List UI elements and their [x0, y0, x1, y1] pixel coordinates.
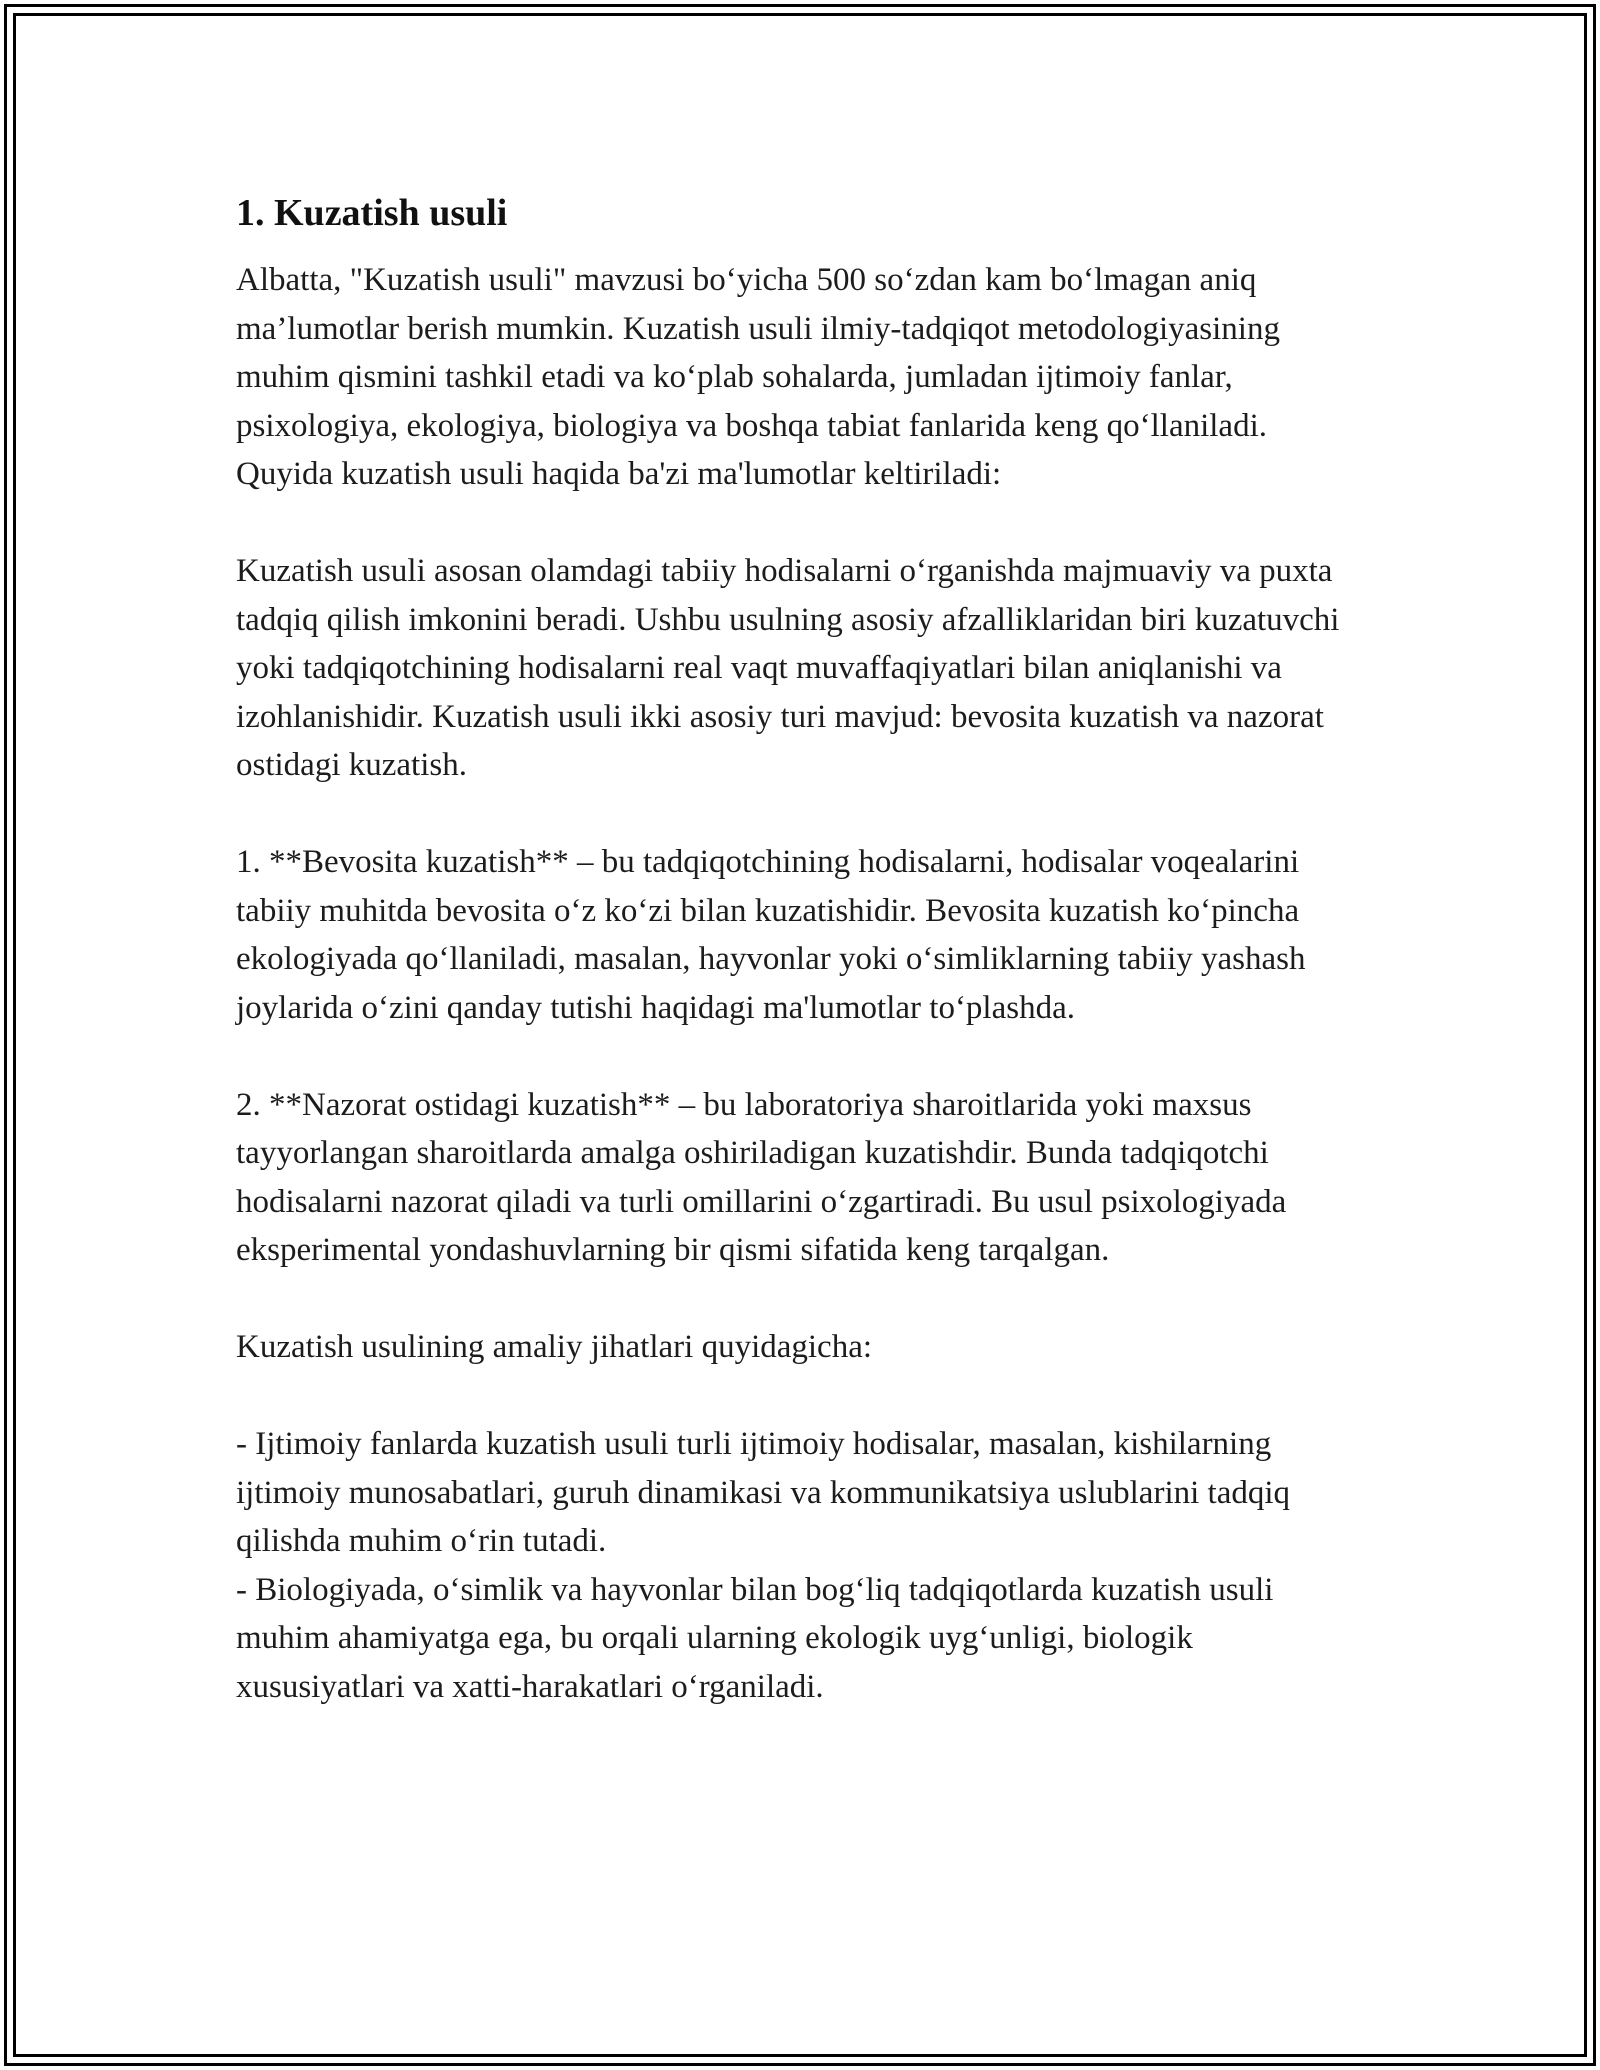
- bullet-item: - Biologiyada, o‘simlik va hayvonlar bilan bog‘liq tadqiqotlarda kuzatish usuli muhim ahamiyatga ega, bu orqali ularning ekologik uyg‘unligi, biologik xususiyatlari va xatti-harakatlari o‘rganiladi.: [236, 1571, 1274, 1705]
- intro-paragraph: Albatta, "Kuzatish usuli" mavzusi bo‘yicha 500 so‘zdan kam bo‘lmagan aniq ma’lumotlar berish mumkin. Kuzatish usuli ilmiy-tadqiqot metodologiyasining muhim qismini tashkil etadi va ko‘plab sohalarda, jumladan ijtimoiy fanlar, psixologiya, ekologiya, biologiya va boshqa tabiat fanlarida keng qo‘llaniladi. Quyida kuzatish usuli haqida ba'zi ma'lumotlar keltiriladi:: [236, 262, 1280, 492]
- practical-aspects-intro: Kuzatish usulining amaliy jihatlari quyidagicha:: [236, 1329, 873, 1365]
- overview-paragraph: Kuzatish usuli asosan olamdagi tabiiy hodisalarni o‘rganishda majmuaviy va puxta tadqiq qilish imkonini beradi. Ushbu usulning asosiy afzalliklaridan biri kuzatuvchi yoki tadqiqotchining hodisalarni real vaqt muvaffaqiyatlari bilan aniqlanishi va izohlanishidir. Kuzatish usuli ikki asosiy turi mavjud: bevosita kuzatish va nazorat ostidagi kuzatish.: [236, 553, 1340, 783]
- document-body: [236, 188, 1366, 1711]
- section-heading: 1. Kuzatish usuli: [236, 192, 508, 234]
- bullet-item: - Ijtimoiy fanlarda kuzatish usuli turli ijtimoiy hodisalar, masalan, kishilarning ijtimoiy munosabatlari, guruh dinamikasi va kommunikatsiya uslublarini tadqiq qilishda muhim o‘rin tutadi.: [236, 1426, 1291, 1559]
- controlled-observation-paragraph: 2. **Nazorat ostidagi kuzatish** – bu laboratoriya sharoitlarida yoki maxsus tayyorlangan sharoitlarda amalga oshiriladigan kuzatishdir. Bunda tadqiqotchi hodisalarni nazorat qiladi va turli omillarini o‘zgartiradi. Bu usul psixologiyada eksperimental yondashuvlarning bir qismi sifatida keng tarqalgan.: [236, 1086, 1287, 1268]
- direct-observation-paragraph: 1. **Bevosita kuzatish** – bu tadqiqotchining hodisalarni, hodisalar voqealarini tabiiy muhitda bevosita o‘z ko‘zi bilan kuzatishidir. Bevosita kuzatish ko‘pincha ekologiyada qo‘llaniladi, masalan, hayvonlar yoki o‘simliklarning tabiiy yashash joylarida o‘zini qanday tutishi haqidagi ma'lumotlar to‘plashda.: [236, 844, 1306, 1026]
